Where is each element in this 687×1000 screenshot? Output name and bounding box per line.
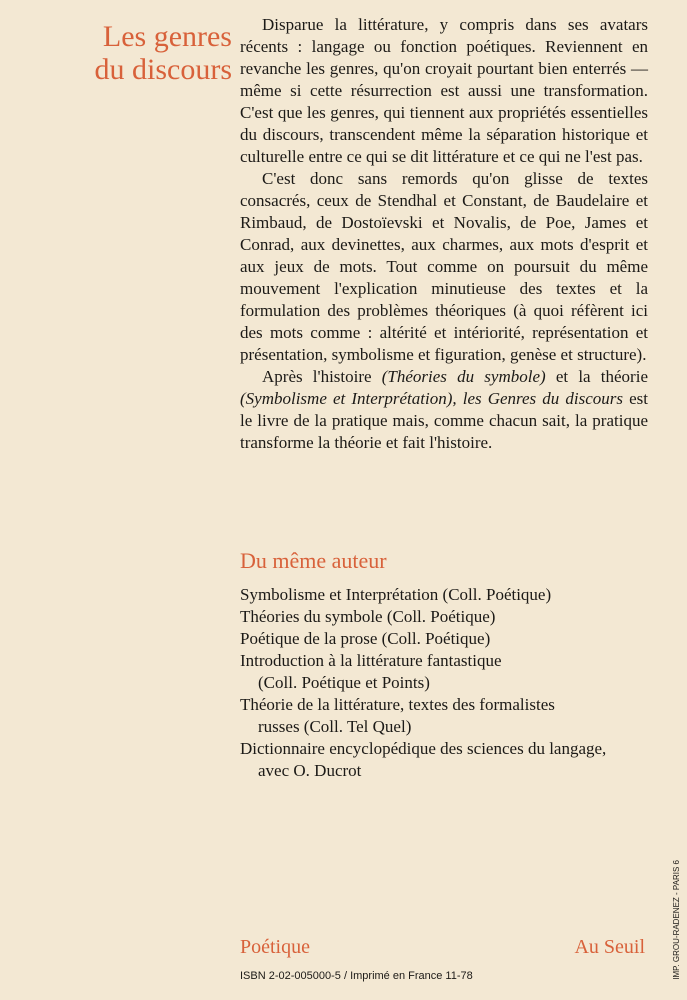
work-item: [240, 694, 660, 738]
book-title: [42, 20, 232, 86]
section-title: Du même auteur: [240, 548, 387, 573]
work-title: Dictionnaire encyclopédique des sciences du langage,: [240, 739, 607, 758]
work-item: [240, 584, 660, 606]
title-line-1: Les genres: [102, 20, 232, 53]
blurb-paragraph-1: Disparue la littérature, y compris dans ses avatars récents : langage ou fonction poétiques. Reviennent en revanche les genres, qu'on croyait pourtant bien enterrés — même si cette résurrection est aussi une transformation. C'est que les genres, qui tiennent aux propriétés essentielles du discours, transcendent même la séparation historique et culturelle entre ce qui se dit littérature et ce qui ne l'est pas.: [240, 15, 648, 166]
p3-text-a: Après l'histoire: [262, 367, 382, 386]
p3-title-a: (Théories du symbole): [381, 367, 546, 386]
printer-imprint: IMP. GROU-RADENEZ - PARIS 6: [672, 860, 681, 980]
collection-name: Poétique: [240, 936, 310, 958]
work-title: Théorie de la littérature, textes des formalistes: [240, 695, 555, 714]
work-title: Symbolisme et Interprétation (Coll. Poétique): [240, 585, 552, 604]
work-title-continued: (Coll. Poétique et Points): [258, 673, 430, 692]
title-line-2: du discours: [94, 53, 232, 86]
work-title: Poétique de la prose (Coll. Poétique): [240, 629, 491, 648]
work-item: [240, 738, 660, 782]
work-item: [240, 606, 660, 628]
work-title-continued: avec O. Ducrot: [258, 761, 362, 780]
p3-text-e: est le livre de la pratique mais, comme chacun sait, la pratique transforme la théorie et fait l'histoire.: [240, 389, 648, 452]
work-title-continued: russes (Coll. Tel Quel): [258, 717, 412, 736]
works-list: [240, 584, 660, 782]
work-title: Théories du symbole (Coll. Poétique): [240, 607, 496, 626]
work-title: Introduction à la littérature fantastique: [240, 651, 502, 670]
work-item: [240, 650, 660, 694]
blurb-paragraph-2: C'est donc sans remords qu'on glisse de textes consacrés, ceux de Stendhal et Constant, de Baudelaire et Rimbaud, de Dostoïevski et Novalis, de Poe, James et Conrad, aux devinettes, aux charmes, aux mots d'esprit et aux jeux de mots. Tout comme on poursuit du même mouvement l'explication minutieuse des textes et la formulation des problèmes théoriques (à quoi réfèrent ici des mots comme : altérité et intériorité, représentation et présentation, symbolisme et figuration, genèse et structure).: [240, 169, 648, 364]
isbn-line: ISBN 2-02-005000-5 / Imprimé en France 11-78: [240, 970, 473, 982]
p3-text-c: et la théorie: [545, 367, 648, 386]
publisher-name: Au Seuil: [574, 936, 645, 958]
work-item: [240, 628, 660, 650]
blurb-paragraph-3: [240, 366, 648, 454]
p3-title-b: (Symbolisme et Interprétation), les Genres du discours: [240, 389, 623, 408]
blurb: [240, 14, 648, 454]
